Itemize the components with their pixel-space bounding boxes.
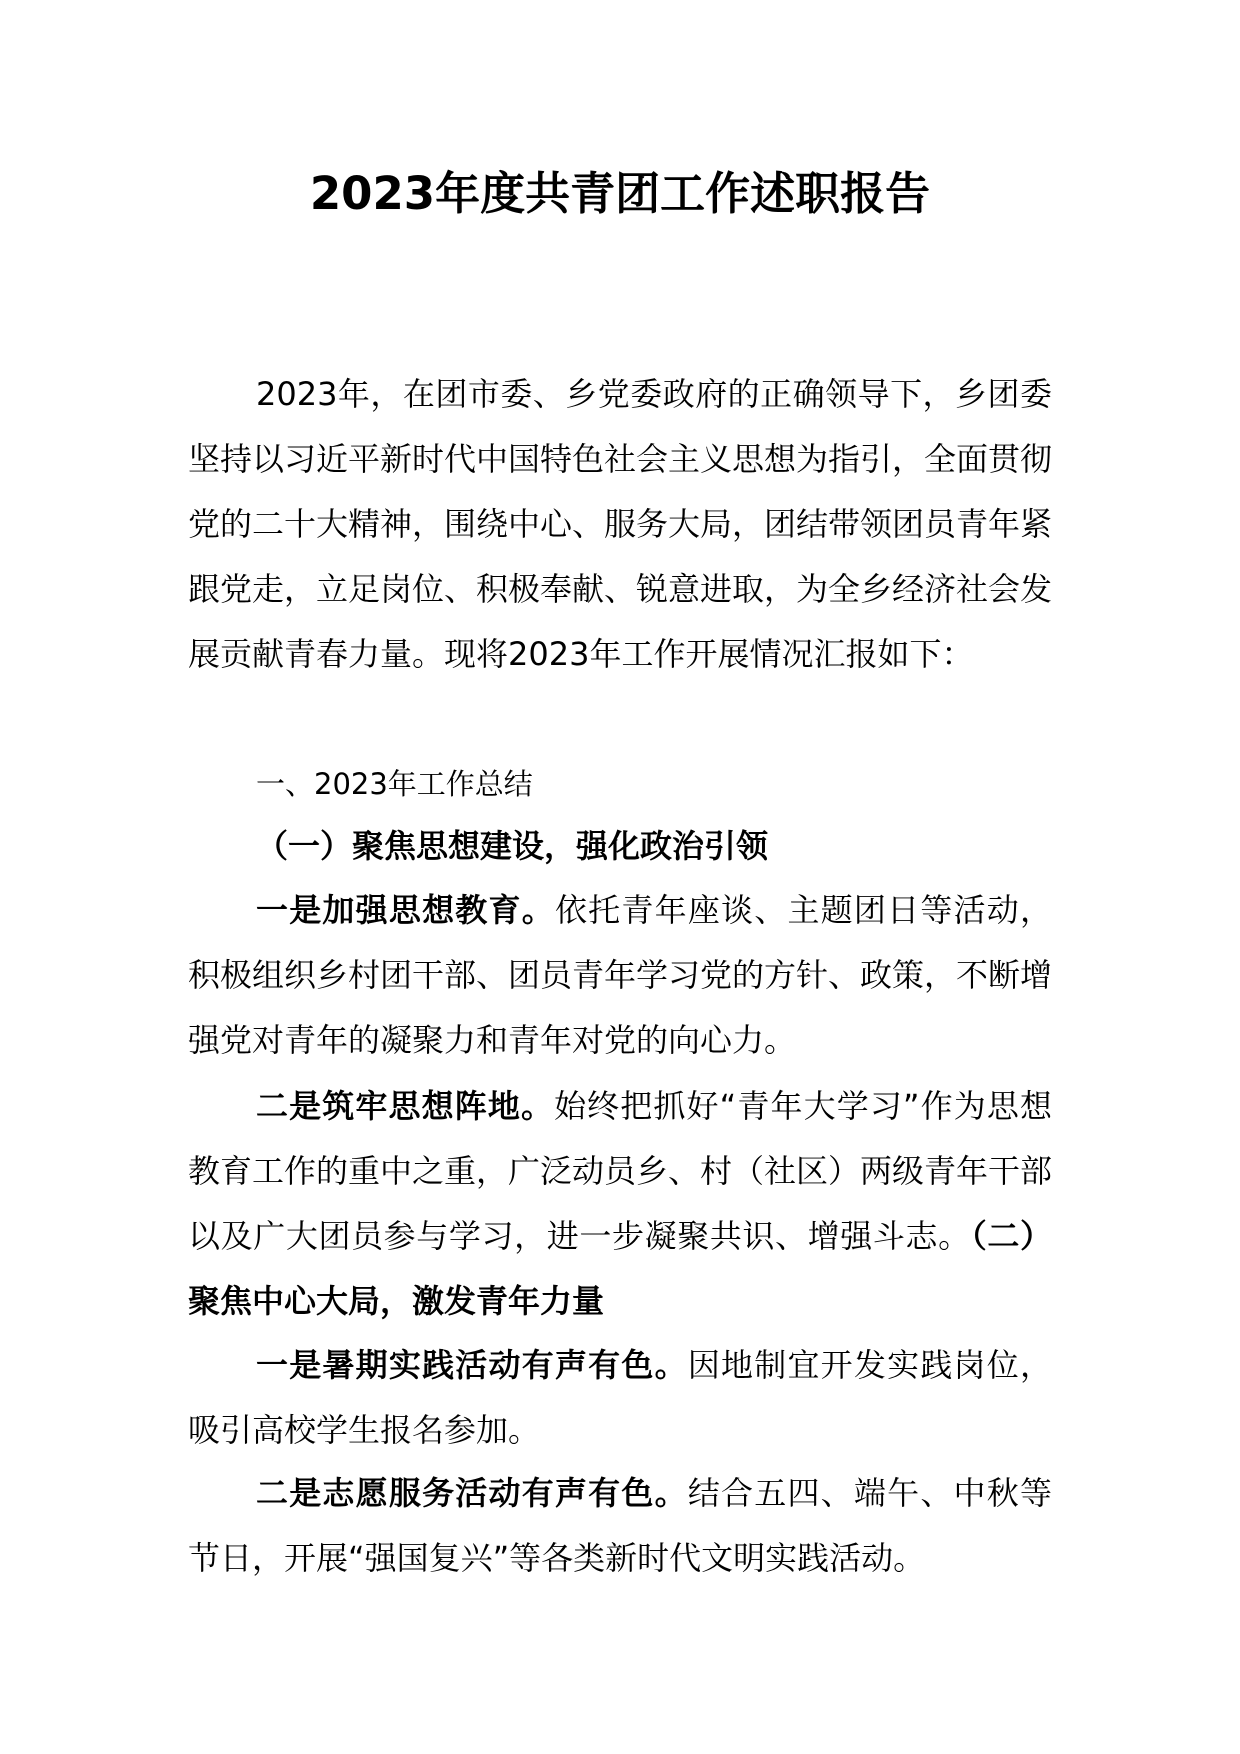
item-paragraph xyxy=(188,1074,1052,1334)
item-paragraph xyxy=(188,1333,1052,1463)
sub1-heading: （一）聚焦思想建设，强化政治引领 xyxy=(256,827,769,865)
item-lead: 一是加强思想教育。 xyxy=(256,891,555,929)
section1-heading: 一、2023年工作总结 xyxy=(256,767,533,801)
item-text: 依托青年座谈、主题团日等活动，积极组织乡村团干部、团员青年学习党的方针、政策，不断增强党对青年的凝聚力和青年对党的向心力。 xyxy=(188,891,1053,1059)
intro-text: 2023年，在团市委、乡党委政府的正确领导下，乡团委坚持以习近平新时代中国特色社会主义思想为指引，全面贯彻党的二十大精神，围绕中心、服务大局，团结带领团员青年紧跟党走，立足岗位、积极奉献、锐意进取，为全乡经济社会发展贡献青春力量。现将2023年工作开展情况汇报如下： xyxy=(188,375,1053,673)
item-text: 结合五四、端午、中秋等节日，开展“强国复兴”等各类新时代文明实践活动。 xyxy=(188,1474,1052,1577)
item-paragraph xyxy=(188,878,1052,1073)
sub2-heading: （二）聚焦中心大局，激发青年力量 xyxy=(188,1217,1052,1320)
item-text: 始终把抓好“青年大学习”作为思想教育工作的重中之重，广泛动员乡、村（社区）两级青年干部以及广大团员参与学习，进一步凝聚共识、增强斗志。 xyxy=(188,1087,1053,1255)
intro-paragraph xyxy=(188,362,1052,687)
item-lead: 一是暑期实践活动有声有色。 xyxy=(256,1346,688,1384)
section-heading xyxy=(188,752,1052,817)
item-paragraph xyxy=(188,1461,1052,1591)
item-text: 因地制宜开发实践岗位，吸引高校学生报名参加。 xyxy=(188,1346,1052,1449)
document-title: 2023年度共青团工作述职报告 xyxy=(309,167,931,220)
subsection-heading xyxy=(188,814,1052,879)
item-lead: 二是志愿服务活动有声有色。 xyxy=(256,1474,688,1512)
item-lead: 二是筑牢思想阵地。 xyxy=(256,1087,555,1125)
